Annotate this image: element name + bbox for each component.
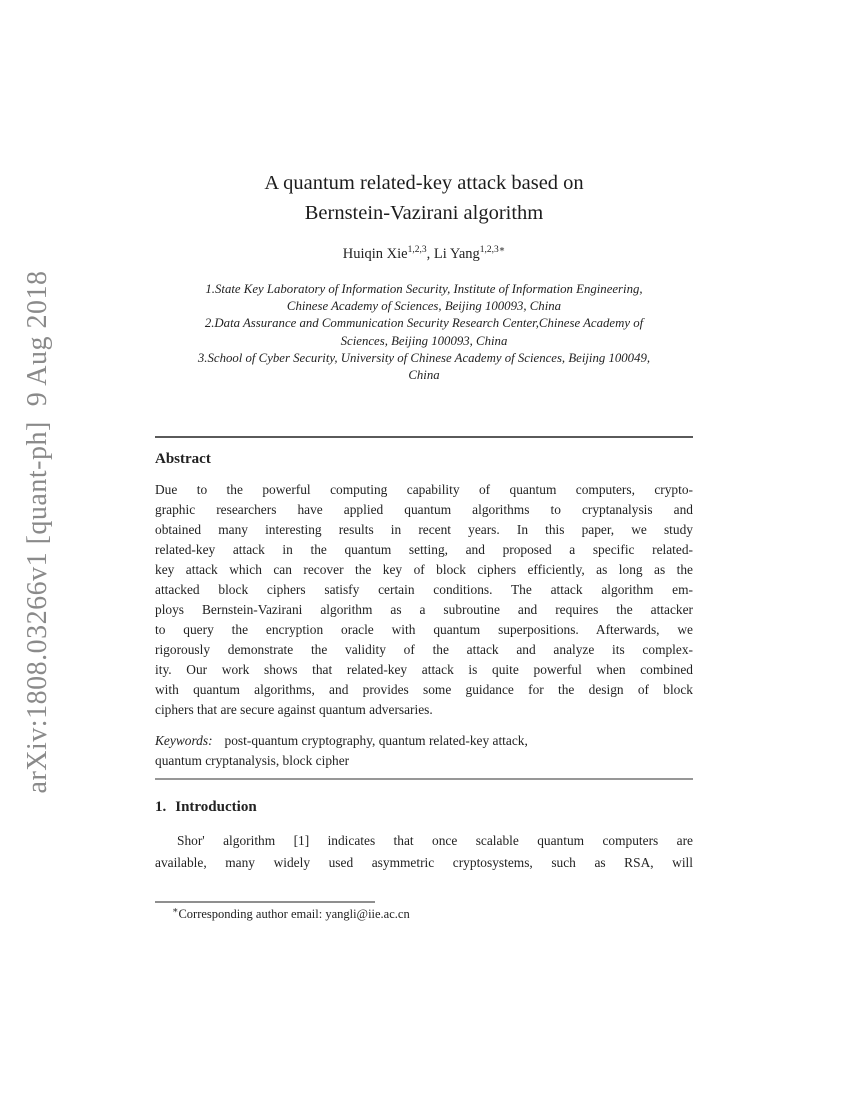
author-affil-marks-2: 1,2,3∗ <box>479 245 506 256</box>
keywords-line-2: quantum cryptanalysis, block cipher <box>155 753 350 768</box>
section-heading-introduction <box>155 799 693 816</box>
affiliation-line: Sciences, Beijing 100093, China <box>340 333 508 348</box>
abstract-line: related-key attack in the quantum setting, and proposed a specific related- <box>155 542 693 557</box>
abstract-heading: Abstract <box>155 451 211 467</box>
footnote-marker: ∗ <box>172 905 179 916</box>
footnote-rule <box>155 901 375 903</box>
keywords-line-1 <box>155 731 693 751</box>
title-line-2: Bernstein-Vazirani algorithm <box>304 202 544 224</box>
introduction-paragraph <box>155 830 693 873</box>
abstract-line: obtained many interesting results in recent years. In this paper, we study <box>155 522 693 537</box>
abstract-line: ciphers that are secure against quantum adversaries. <box>155 702 433 717</box>
footnote-text: Corresponding author email: yangli@iie.ac.cn <box>178 907 410 921</box>
affiliation-line: China <box>408 368 440 383</box>
keywords-block <box>155 731 693 771</box>
affiliation-line: 1.State Key Laboratory of Information Security, Institute of Information Engineering, <box>205 282 643 296</box>
authors-line <box>155 246 693 263</box>
abstract-line: with quantum algorithms, and provides some guidance for the design of block <box>155 682 693 697</box>
author-name-1: Huiqin Xie <box>342 246 408 262</box>
abstract-line: key attack which can recover the key of block ciphers efficiently, as long as the <box>155 562 693 577</box>
keywords-text: post-quantum cryptography, quantum related-key attack, <box>224 733 528 748</box>
paper-title <box>155 168 693 228</box>
text-column <box>155 0 693 1100</box>
abstract-line: to query the encryption oracle with quantum superpositions. Afterwards, we <box>155 622 693 637</box>
author-name-2: , Li Yang <box>426 246 480 262</box>
paragraph-line: available, many widely used asymmetric cryptosystems, such as RSA, will <box>155 854 693 870</box>
abstract-line: graphic researchers have applied quantum algorithms to cryptanalysis and <box>155 502 693 517</box>
corresponding-author-footnote <box>155 907 693 922</box>
affiliation-line: 2.Data Assurance and Communication Security Research Center,Chinese Academy of <box>204 316 644 331</box>
abstract-line: Due to the powerful computing capability of quantum computers, crypto- <box>155 482 693 497</box>
title-line-1: A quantum related-key attack based on <box>264 172 584 194</box>
keywords-label: Keywords: <box>155 733 213 748</box>
abstract-top-rule <box>155 436 693 438</box>
section-title: Introduction <box>175 799 257 815</box>
abstract-line: ity. Our work shows that related-key attack is quite powerful when combined <box>155 662 693 677</box>
affiliation-line: 3.School of Cyber Security, University of Chinese Academy of Sciences, Beijing 100049, <box>197 350 651 365</box>
abstract-line: rigorously demonstrate the validity of the attack and analyze its complex- <box>155 642 693 657</box>
abstract-body <box>155 480 693 720</box>
abstract-line: ploys Bernstein-Vazirani algorithm as a subroutine and requires the attacker <box>155 602 693 617</box>
author-affil-marks-1: 1,2,3 <box>407 245 427 256</box>
paragraph-line: Shor' algorithm [1] indicates that once scalable quantum computers are <box>177 833 693 848</box>
abstract-bottom-rule <box>155 778 693 780</box>
affiliations-block <box>155 281 693 384</box>
section-number: 1. <box>155 799 167 815</box>
affiliation-line: Chinese Academy of Sciences, Beijing 100093, China <box>286 299 562 314</box>
arxiv-watermark-text: arXiv:1808.03266v1 [quant-ph] 9 Aug 2018 <box>22 270 53 794</box>
abstract-line: attacked block ciphers satisfy certain conditions. The attack algorithm em- <box>155 582 693 597</box>
